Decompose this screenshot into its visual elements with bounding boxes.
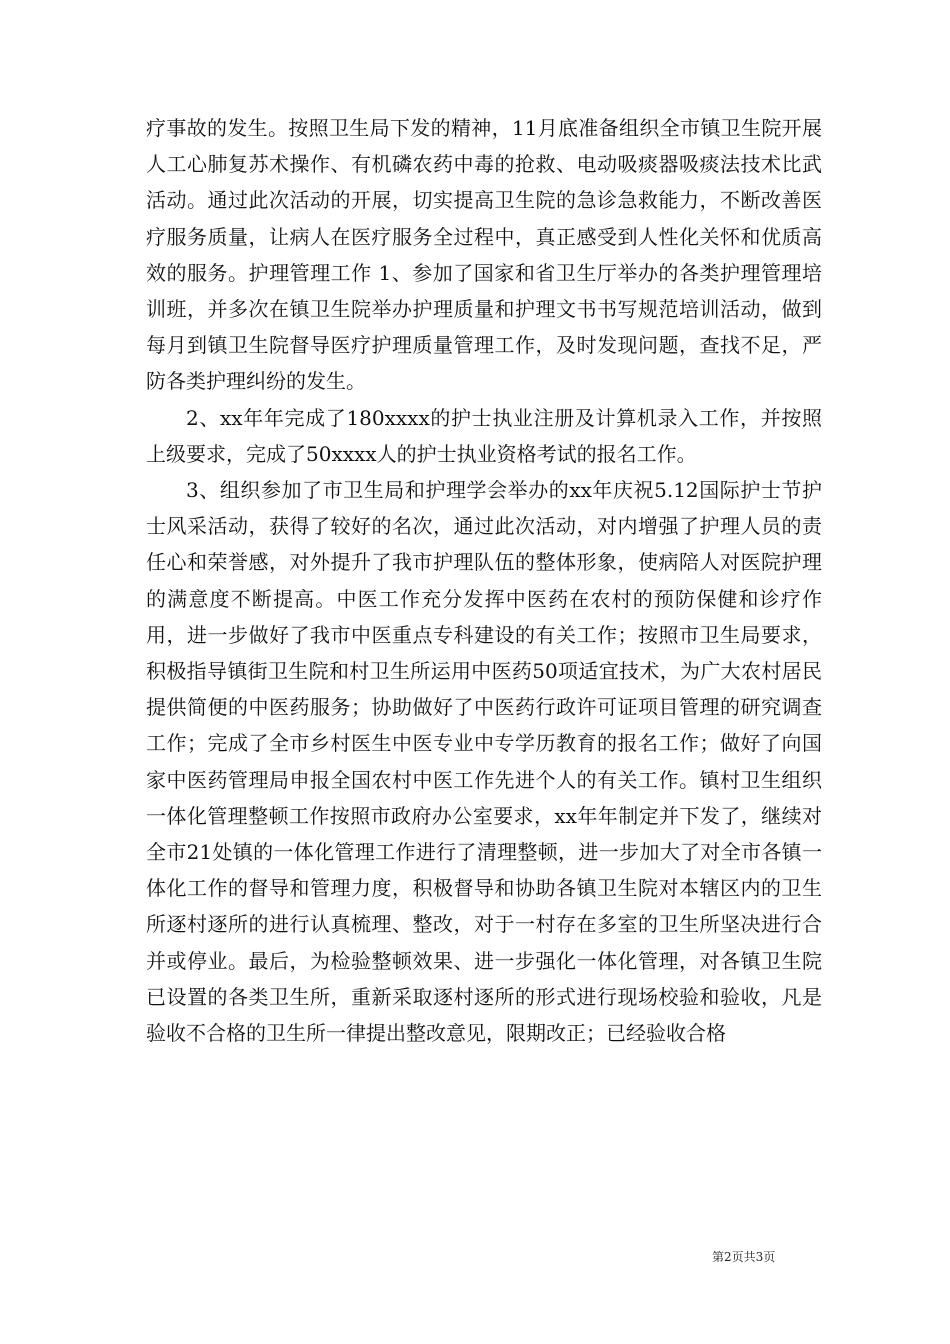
paragraph-2: 2、xx年年完成了180xxxx的护士执业注册及计算机录入工作，并按照上级要求，完成了50xxxx人的护士执业资格考试的报名工作。	[146, 405, 822, 466]
paragraph-1: 疗事故的发生。按照卫生局下发的精神，11月底准备组织全市镇卫生院开展人工心肺复苏术操作、有机磷农药中毒的抢救、电动吸痰器吸痰法技术比武活动。通过此次活动的开展，切实提高卫生院的急诊急救能力，不断改善医疗服务质量，让病人在医疗服务全过程中，真正感受到人性化关怀和优质高效的服务。护理管理工作 1、参加了国家和省卫生厅举办的各类护理管理培训班，并多次在镇卫生院举办护理质量和护理文书书写规范培训活动，做到每月到镇卫生院督导医疗护理质量管理工作，及时发现问题，查找不足，严防各类护理纠纷的发生。	[146, 116, 822, 394]
document-body	[146, 110, 822, 1051]
paragraph-3: 3、组织参加了市卫生局和护理学会举办的xx年庆祝5.12国际护士节护士风采活动，获得了较好的名次，通过此次活动，对内增强了护理人员的责任心和荣誉感，对外提升了我市护理队伍的整体形象，使病陪人对医院护理的满意度不断提高。中医工作充分发挥中医药在农村的预防保健和诊疗作用，进一步做好了我市中医重点专科建设的有关工作；按照市卫生局要求，积极指导镇街卫生院和村卫生所运用中医药50项适宜技术，为广大农村居民提供简便的中医药服务；协助做好了中医药行政许可证项目管理的研究调查工作；完成了全市乡村医生中医专业中专学历教育的报名工作；做好了向国家中医药管理局申报全国农村中医工作先进个人的有关工作。镇村卫生组织一体化管理整顿工作按照市政府办公室要求，xx年年制定并下发了，继续对全市21处镇的一体化管理工作进行了清理整顿，进一步加大了对全市各镇一体化工作的督导和管理力度，积极督导和协助各镇卫生院对本辖区内的卫生所逐村逐所的进行认真梳理、整改，对于一村存在多室的卫生所坚决进行合并或停业。最后，为检验整顿效果、进一步强化一体化管理，对各镇卫生院已设置的各类卫生所，重新采取逐村逐所的形式进行现场校验和验收，凡是验收不合格的卫生所一律提出整改意见，限期改正；已经验收合格	[146, 478, 822, 1046]
page-number-footer: 第2页共3页	[712, 1250, 776, 1264]
